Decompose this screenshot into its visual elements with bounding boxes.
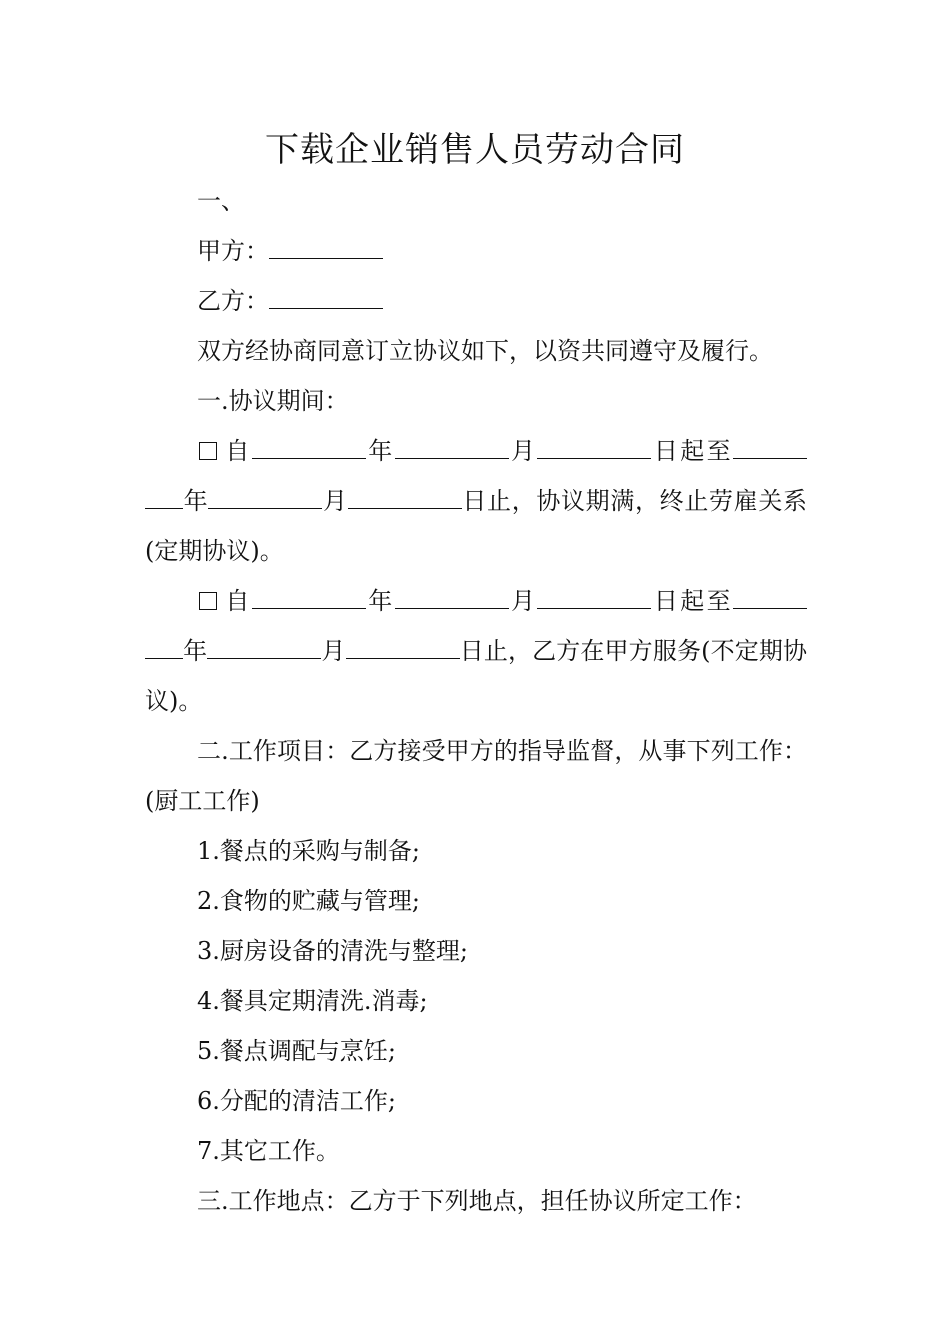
end-day-blank xyxy=(346,628,460,659)
start-month-blank xyxy=(395,428,509,459)
word-month: 月 xyxy=(508,437,538,465)
term-heading: 一.协议期间： xyxy=(197,387,349,415)
option-open-tail: ，乙方在甲方服务(不定期协议)。 xyxy=(145,637,808,715)
word-year: 年 xyxy=(183,487,209,515)
party-a-blank xyxy=(269,228,383,259)
work-item: 6.分配的清洁工作; xyxy=(197,1087,396,1115)
start-year-blank xyxy=(252,428,366,459)
word-day-start: 日起至 xyxy=(651,587,734,615)
word-year: 年 xyxy=(365,437,395,465)
work-item: 4.餐具定期清洗.消毒; xyxy=(197,987,428,1015)
word-year: 年 xyxy=(365,587,395,615)
party-a-line xyxy=(145,226,807,276)
party-b-label: 乙方： xyxy=(197,287,269,315)
word-day-end: 日止 xyxy=(459,637,508,665)
checkbox-icon xyxy=(199,592,217,610)
word-month: 月 xyxy=(508,587,538,615)
section-one-marker: 一、 xyxy=(197,187,245,215)
checkbox-icon xyxy=(199,442,217,460)
term-option-open xyxy=(145,576,807,726)
work-item: 2.食物的贮藏与管理; xyxy=(197,887,420,915)
intro-paragraph: 双方经协商同意订立协议如下，以资共同遵守及履行。 xyxy=(197,337,773,365)
term-option-fixed xyxy=(145,426,807,576)
start-year-blank xyxy=(252,578,366,609)
work-item: 1.餐点的采购与制备; xyxy=(197,837,420,865)
work-item: 3.厨房设备的清洗与整理; xyxy=(197,937,468,965)
start-month-blank xyxy=(395,578,509,609)
word-month: 月 xyxy=(321,637,346,665)
document-title: 下载企业销售人员劳动合同 xyxy=(265,130,685,170)
end-year-blank-a xyxy=(733,428,807,459)
end-year-blank-b xyxy=(145,478,183,509)
party-a-label: 甲方： xyxy=(197,237,269,265)
work-heading: 二.工作项目：乙方接受甲方的指导监督，从事下列工作：(厨工工作) xyxy=(145,737,807,815)
option-fixed-tail: ，协议期满，终止劳雇关系(定期协议)。 xyxy=(145,487,808,565)
document-body xyxy=(145,176,807,1226)
end-month-blank xyxy=(207,628,321,659)
word-month: 月 xyxy=(322,487,348,515)
word-day-start: 日起至 xyxy=(651,437,734,465)
end-day-blank xyxy=(348,478,462,509)
start-day-blank xyxy=(537,428,651,459)
end-month-blank xyxy=(208,478,322,509)
start-day-blank xyxy=(537,578,651,609)
word-from: 自 xyxy=(223,587,252,615)
location-heading: 三.工作地点：乙方于下列地点，担任协议所定工作： xyxy=(197,1187,757,1215)
word-day-end: 日止 xyxy=(461,487,512,515)
party-b-line xyxy=(145,276,807,326)
end-year-blank-b xyxy=(145,628,183,659)
word-from: 自 xyxy=(223,437,252,465)
work-item: 5.餐点调配与烹饪; xyxy=(197,1037,396,1065)
end-year-blank-a xyxy=(733,578,807,609)
work-item: 7.其它工作。 xyxy=(197,1137,340,1165)
word-year: 年 xyxy=(183,637,208,665)
party-b-blank xyxy=(269,278,383,309)
